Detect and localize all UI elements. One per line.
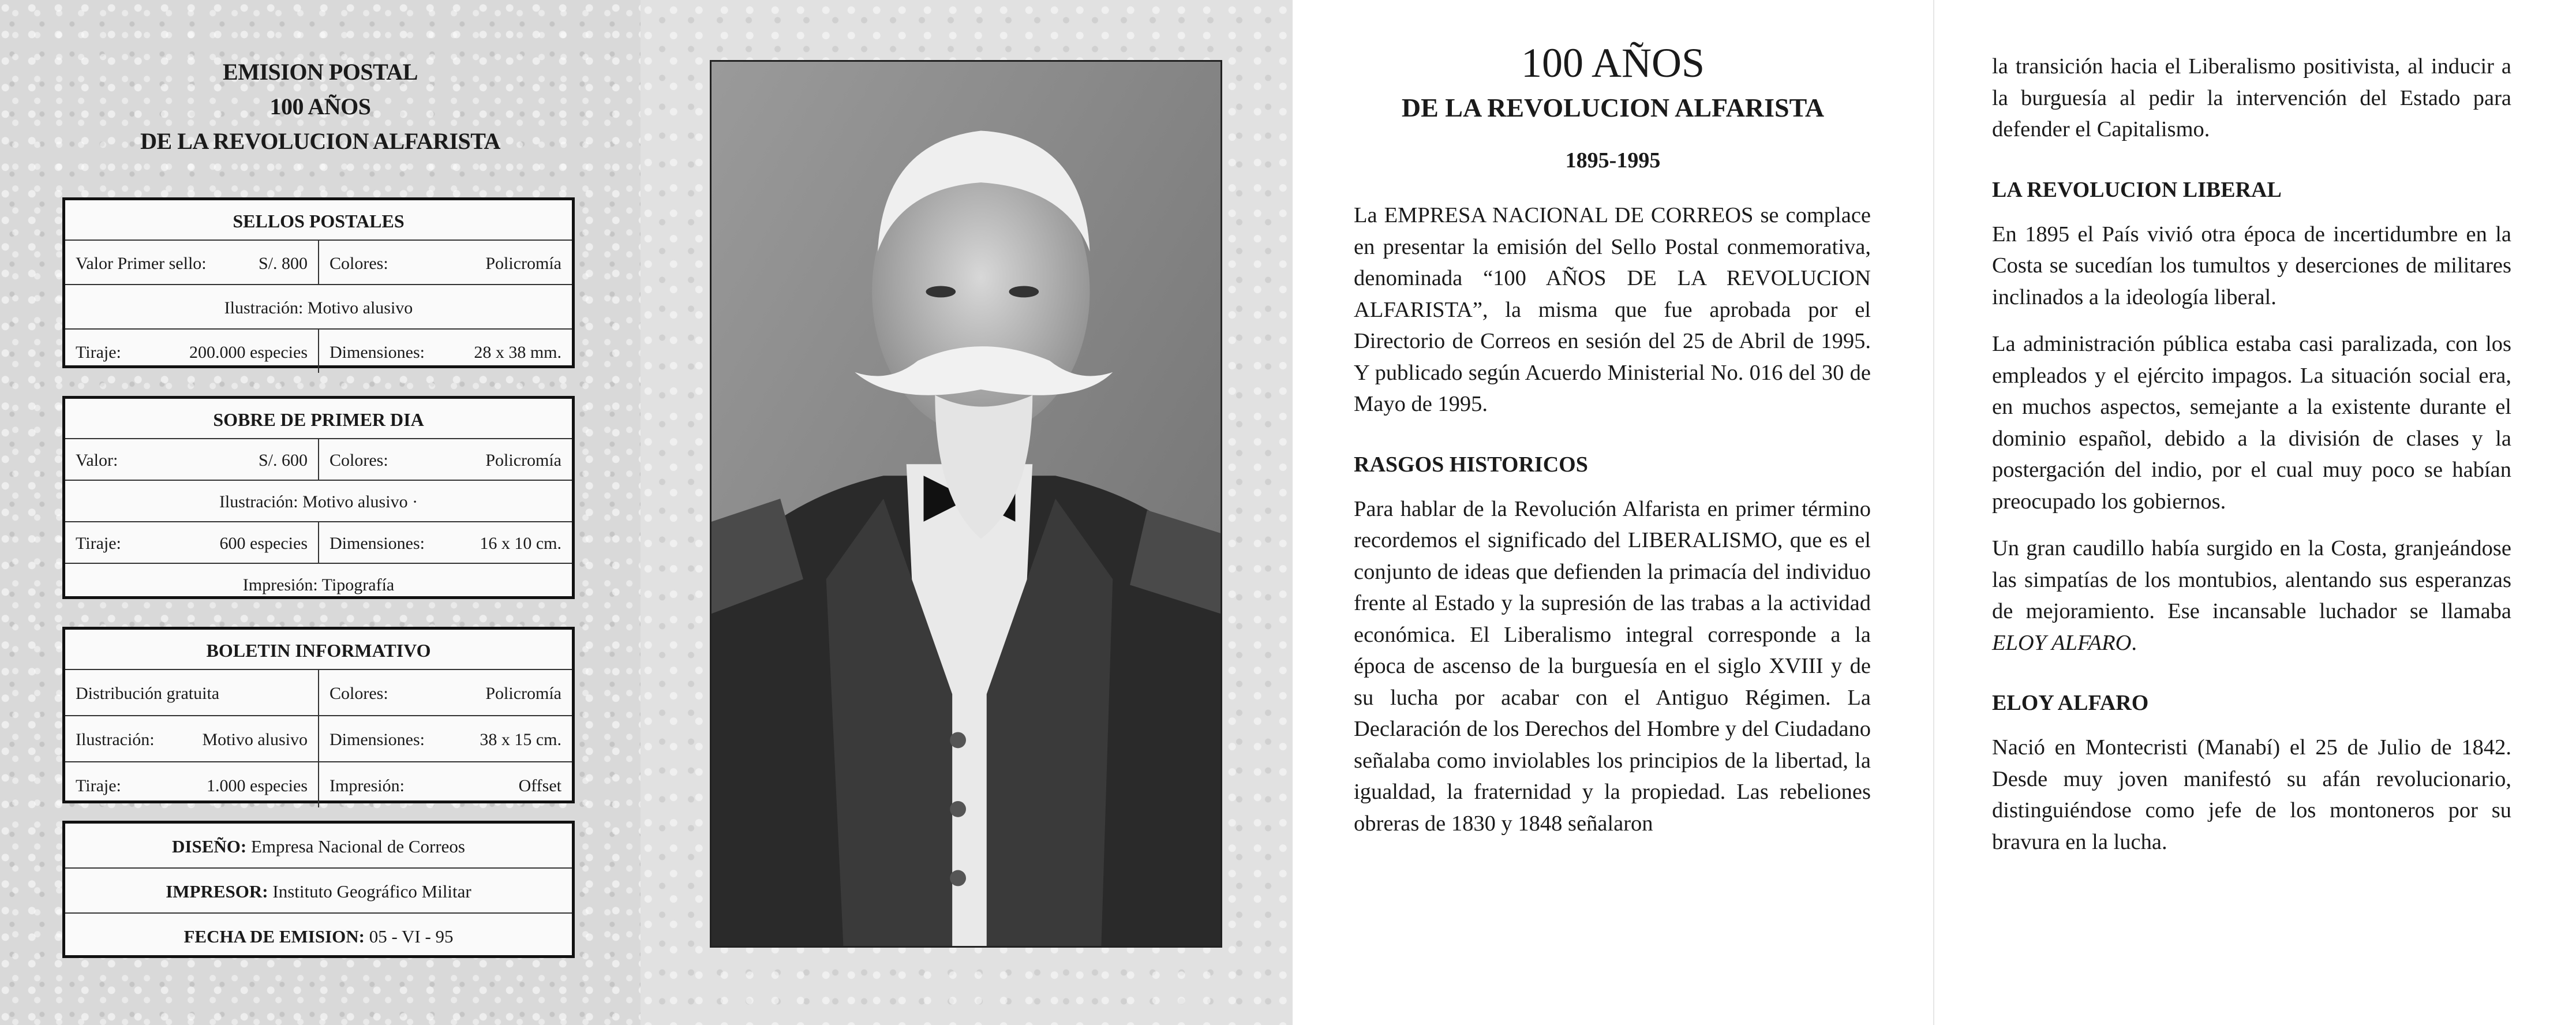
continuation-paragraph: la transición hacia el Liberalismo positivista, al inducir a la burguesía al pedir la intervención del Estado para defender el Capitalismo.	[1992, 54, 2511, 141]
impresor-value: Instituto Geográfico Militar	[272, 881, 471, 901]
fecha-label: FECHA DE EMISION:	[184, 926, 365, 947]
sobre-row-tiraje	[65, 522, 572, 564]
sobre-dimensiones-label: Dimensiones:	[330, 534, 425, 553]
emission-title-line-2: 100 AÑOS	[269, 93, 371, 119]
sobre-tiraje-label: Tiraje:	[76, 534, 121, 553]
boletin-colores-label: Colores:	[330, 684, 388, 703]
liberal-paragraph-3: Un gran caudillo había surgido en la Costa, granjeándose las simpatías de los montubios, alentando sus esperanzas de mejoramiento. Ese incansable luchador se llamaba ELOY ALFARO.	[1992, 536, 2511, 655]
sellos-dimensiones-value: 28 x 38 mm.	[474, 343, 561, 362]
sobre-tiraje-value: 600 especies	[219, 534, 308, 553]
sellos-tiraje-value: 200.000 especies	[189, 343, 308, 362]
credits-row-fecha	[65, 914, 572, 957]
sellos-colores-label: Colores:	[330, 254, 388, 273]
diseno-value: Empresa Nacional de Correos	[250, 836, 465, 856]
credits-row-diseno	[65, 824, 572, 869]
sobre-dimensiones-value: 16 x 10 cm.	[480, 534, 561, 553]
history-column-1	[1354, 200, 1871, 855]
impresor-label: IMPRESOR:	[166, 881, 268, 901]
liberal-heading: LA REVOLUCION LIBERAL	[1992, 177, 2282, 202]
rasgos-paragraph: Para hablar de la Revolución Alfarista en primer término recordemos el significado del LIBERALISMO, que es el conjunto de ideas que defienden la primacía del individuo frente al Estado y la supresión de las trabas a la actividad económica. El Liberalismo integral corresponde a la época de ascenso de la burguesía en el siglo XVIII y de su lucha por acabar con el Antiguo Régimen. La Declaración de los Derechos del Hombre y del Ciudadano señalaba como inviolables los principios de la libertad, la igualdad, la fraternidad y la propiedad. Las rebeliones obreras de 1830 y 1848 señalaron	[1354, 496, 1871, 836]
liberal-paragraph-1: En 1895 el País vivió otra época de incertidumbre en la Costa se sucedían los tumultos y deserciones de militares inclinados a la ideología liberal.	[1992, 222, 2511, 309]
sellos-valor-value: S/. 800	[258, 254, 308, 273]
liberal-paragraph-3-name: ELOY ALFARO	[1992, 630, 2132, 655]
sellos-postales-box	[62, 197, 575, 368]
main-title: 100 AÑOS	[1521, 40, 1705, 86]
boletin-impresion-value: Offset	[518, 776, 561, 795]
sobre-row-ilustracion	[65, 481, 572, 522]
sobre-impresion: Impresión: Tipografía	[242, 575, 395, 594]
boletin-row-tiraje	[65, 762, 572, 807]
sellos-dimensiones-label: Dimensiones:	[330, 343, 425, 362]
rasgos-heading: RASGOS HISTORICOS	[1354, 452, 1588, 477]
sellos-row-valor	[65, 241, 572, 285]
years-range: 1895-1995	[1565, 148, 1661, 173]
boletin-tiraje-value: 1.000 especies	[207, 776, 308, 795]
sobre-row-valor	[65, 439, 572, 481]
sellos-ilustracion: Ilustración: Motivo alusivo	[224, 298, 413, 317]
emission-title-line-3: DE LA REVOLUCION ALFARISTA	[140, 128, 500, 154]
sobre-colores-value: Policromía	[485, 451, 561, 470]
intro-paragraph: La EMPRESA NACIONAL DE CORREOS se complace en presentar la emisión del Sello Postal conmemorativa, denominada “100 AÑOS DE LA REVOLUCION ALFARISTA”, la misma que fue aprobada por el Directorio de Correos en sesión del 25 de Abril de 1995. Y publicado según Acuerdo Ministerial No. 016 del 30 de Mayo de 1995.	[1354, 203, 1871, 416]
boletin-heading: BOLETIN INFORMATIVO	[65, 630, 572, 670]
sobre-ilustracion: Ilustración: Motivo alusivo ·	[219, 492, 418, 511]
sobre-primer-dia-box	[62, 396, 575, 599]
boletin-ilustracion-value: Motivo alusivo	[202, 730, 308, 749]
liberal-paragraph-2: La administración pública estaba casi paralizada, con los empleados y el ejército impagos. La situación social era, en muchos aspectos, semejante a la existente durante el dominio español, debido a la división de clases y la postergación del indio, por el cual muy poco se habían preocupado los gobiernos.	[1992, 332, 2511, 514]
boletin-row-ilustracion	[65, 716, 572, 762]
boletin-informativo-box	[62, 627, 575, 803]
sellos-tiraje-label: Tiraje:	[76, 343, 121, 362]
portrait-illustration	[712, 62, 1220, 946]
history-column-2	[1992, 51, 2511, 873]
emission-title	[0, 55, 641, 159]
boletin-distribucion: Distribución gratuita	[76, 684, 220, 703]
boletin-row-distribucion	[65, 670, 572, 716]
sobre-valor-label: Valor:	[76, 451, 118, 470]
boletin-dimensiones-value: 38 x 15 cm.	[480, 730, 561, 749]
credits-box	[62, 821, 575, 958]
portrait-image	[710, 60, 1222, 948]
boletin-colores-value: Policromía	[485, 684, 561, 703]
credits-row-impresor	[65, 869, 572, 914]
sobre-valor-value: S/. 600	[258, 451, 308, 470]
boletin-tiraje-label: Tiraje:	[76, 776, 121, 795]
boletin-dimensiones-label: Dimensiones:	[330, 730, 425, 749]
sub-title: DE LA REVOLUCION ALFARISTA	[1401, 93, 1825, 122]
eloy-heading: ELOY ALFARO	[1992, 691, 2149, 715]
sellos-row-ilustracion	[65, 285, 572, 330]
diseno-label: DISEÑO:	[172, 836, 247, 856]
eloy-paragraph: Nació en Montecristi (Manabí) el 25 de Julio de 1842. Desde muy joven manifestó su afán revolucionario, distinguiéndose como jefe de los montoneros por su bravura en la lucha.	[1992, 735, 2511, 854]
liberal-paragraph-3-text: Un gran caudillo había surgido en la Costa, granjeándose las simpatías de los montubios, alentando sus esperanzas de mejoramiento. Ese incansable luchador se llamaba	[1992, 536, 2511, 623]
boletin-impresion-label: Impresión:	[330, 776, 405, 795]
sobre-row-impresion	[65, 564, 572, 604]
sobre-colores-label: Colores:	[330, 451, 388, 470]
sellos-colores-value: Policromía	[485, 254, 561, 273]
sellos-valor-label: Valor Primer sello:	[76, 254, 207, 273]
fecha-value: 05 - VI - 95	[369, 926, 454, 947]
sellos-row-tiraje	[65, 330, 572, 373]
sellos-heading: SELLOS POSTALES	[65, 200, 572, 241]
emission-title-line-1: EMISION POSTAL	[223, 59, 418, 85]
sobre-heading: SOBRE DE PRIMER DIA	[65, 399, 572, 439]
boletin-ilustracion-label: Ilustración:	[76, 730, 155, 749]
